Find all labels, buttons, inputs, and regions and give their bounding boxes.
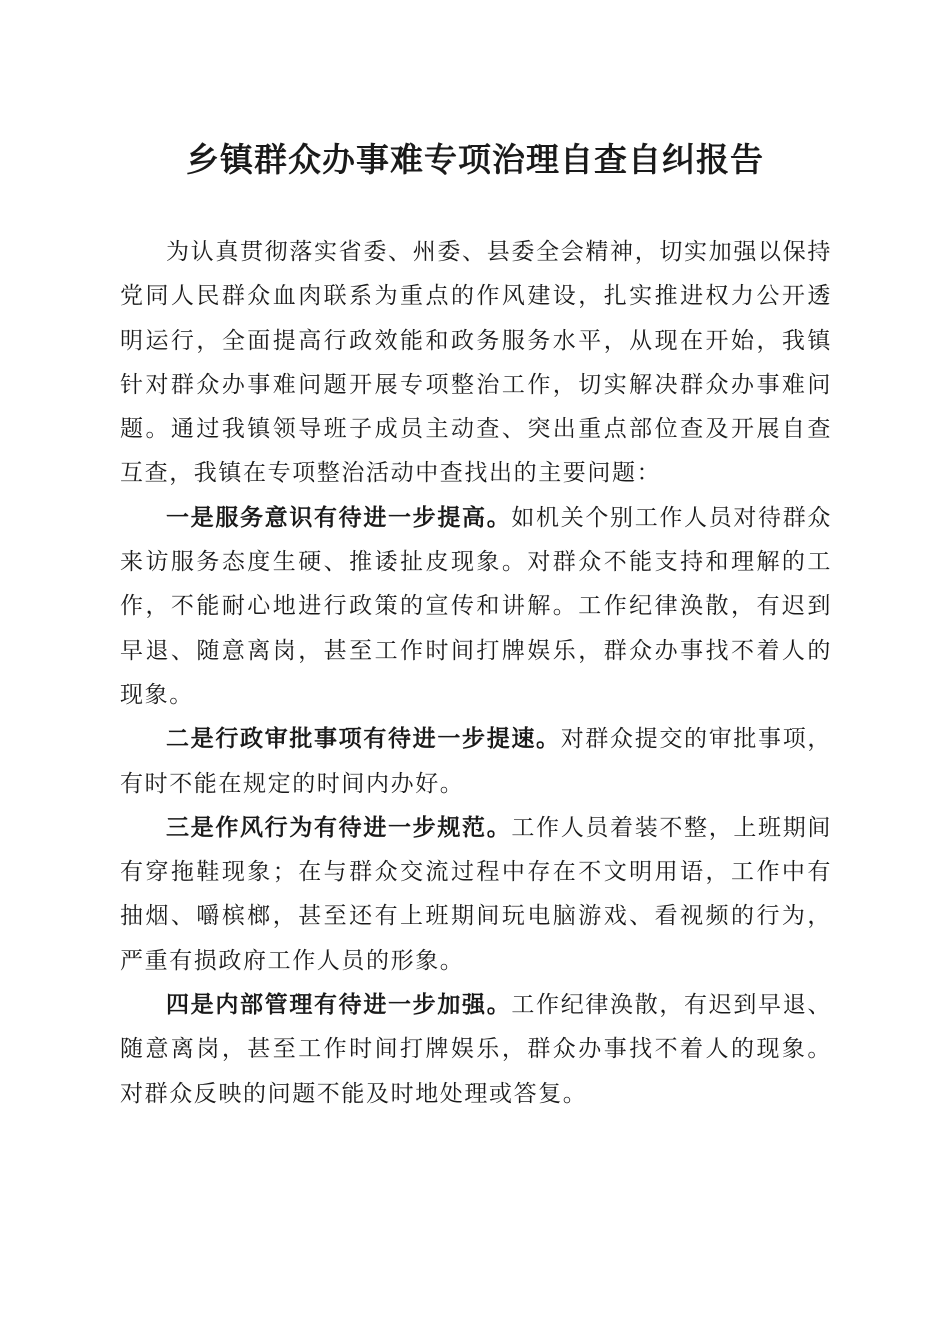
issue-paragraph-4 [120, 983, 832, 1116]
issue-lead: 二是行政审批事项有待进一步提速。 [166, 725, 561, 753]
issue-text: 对群众提交的审批事项，有时不能在规定的时间内办好。 [120, 726, 832, 797]
issue-lead: 一是服务意识有待进一步提高。 [166, 503, 512, 531]
issue-lead: 四是内部管理有待进一步加强。 [166, 991, 512, 1019]
issue-paragraph-3 [120, 806, 832, 983]
issue-text: 工作人员着装不整，上班期间有穿拖鞋现象；在与群众交流过程中存在不文明用语，工作中有抽烟、嚼槟榔，甚至还有上班期间玩电脑游戏、看视频的行为，严重有损政府工作人员的形象。 [120, 814, 832, 974]
issue-text: 工作纪律涣散，有迟到早退、随意离岗，甚至工作时间打牌娱乐，群众办事找不着人的现象。对群众反映的问题不能及时地处理或答复。 [120, 992, 832, 1107]
intro-paragraph: 为认真贯彻落实省委、州委、县委全会精神，切实加强以保持党同人民群众血肉联系为重点的作风建设，扎实推进权力公开透明运行，全面提高行政效能和政务服务水平，从现在开始，我镇针对群众办事难问题开展专项整治工作，切实解决群众办事难问题。通过我镇领导班子成员主动查、突出重点部位查及开展自查互查，我镇在专项整治活动中查找出的主要问题： [120, 239, 832, 487]
issue-text: 如机关个别工作人员对待群众来访服务态度生硬、推诿扯皮现象。对群众不能支持和理解的工作，不能耐心地进行政策的宣传和讲解。工作纪律涣散，有迟到早退、随意离岗，甚至工作时间打牌娱乐，群众办事找不着人的现象。 [120, 504, 832, 708]
document-body [120, 230, 832, 1116]
document-title: 乡镇群众办事难专项治理自查自纠报告 [186, 140, 764, 179]
issue-paragraph-2 [120, 717, 832, 806]
issue-lead: 三是作风行为有待进一步规范。 [166, 813, 512, 841]
issue-paragraph-1 [120, 496, 832, 717]
